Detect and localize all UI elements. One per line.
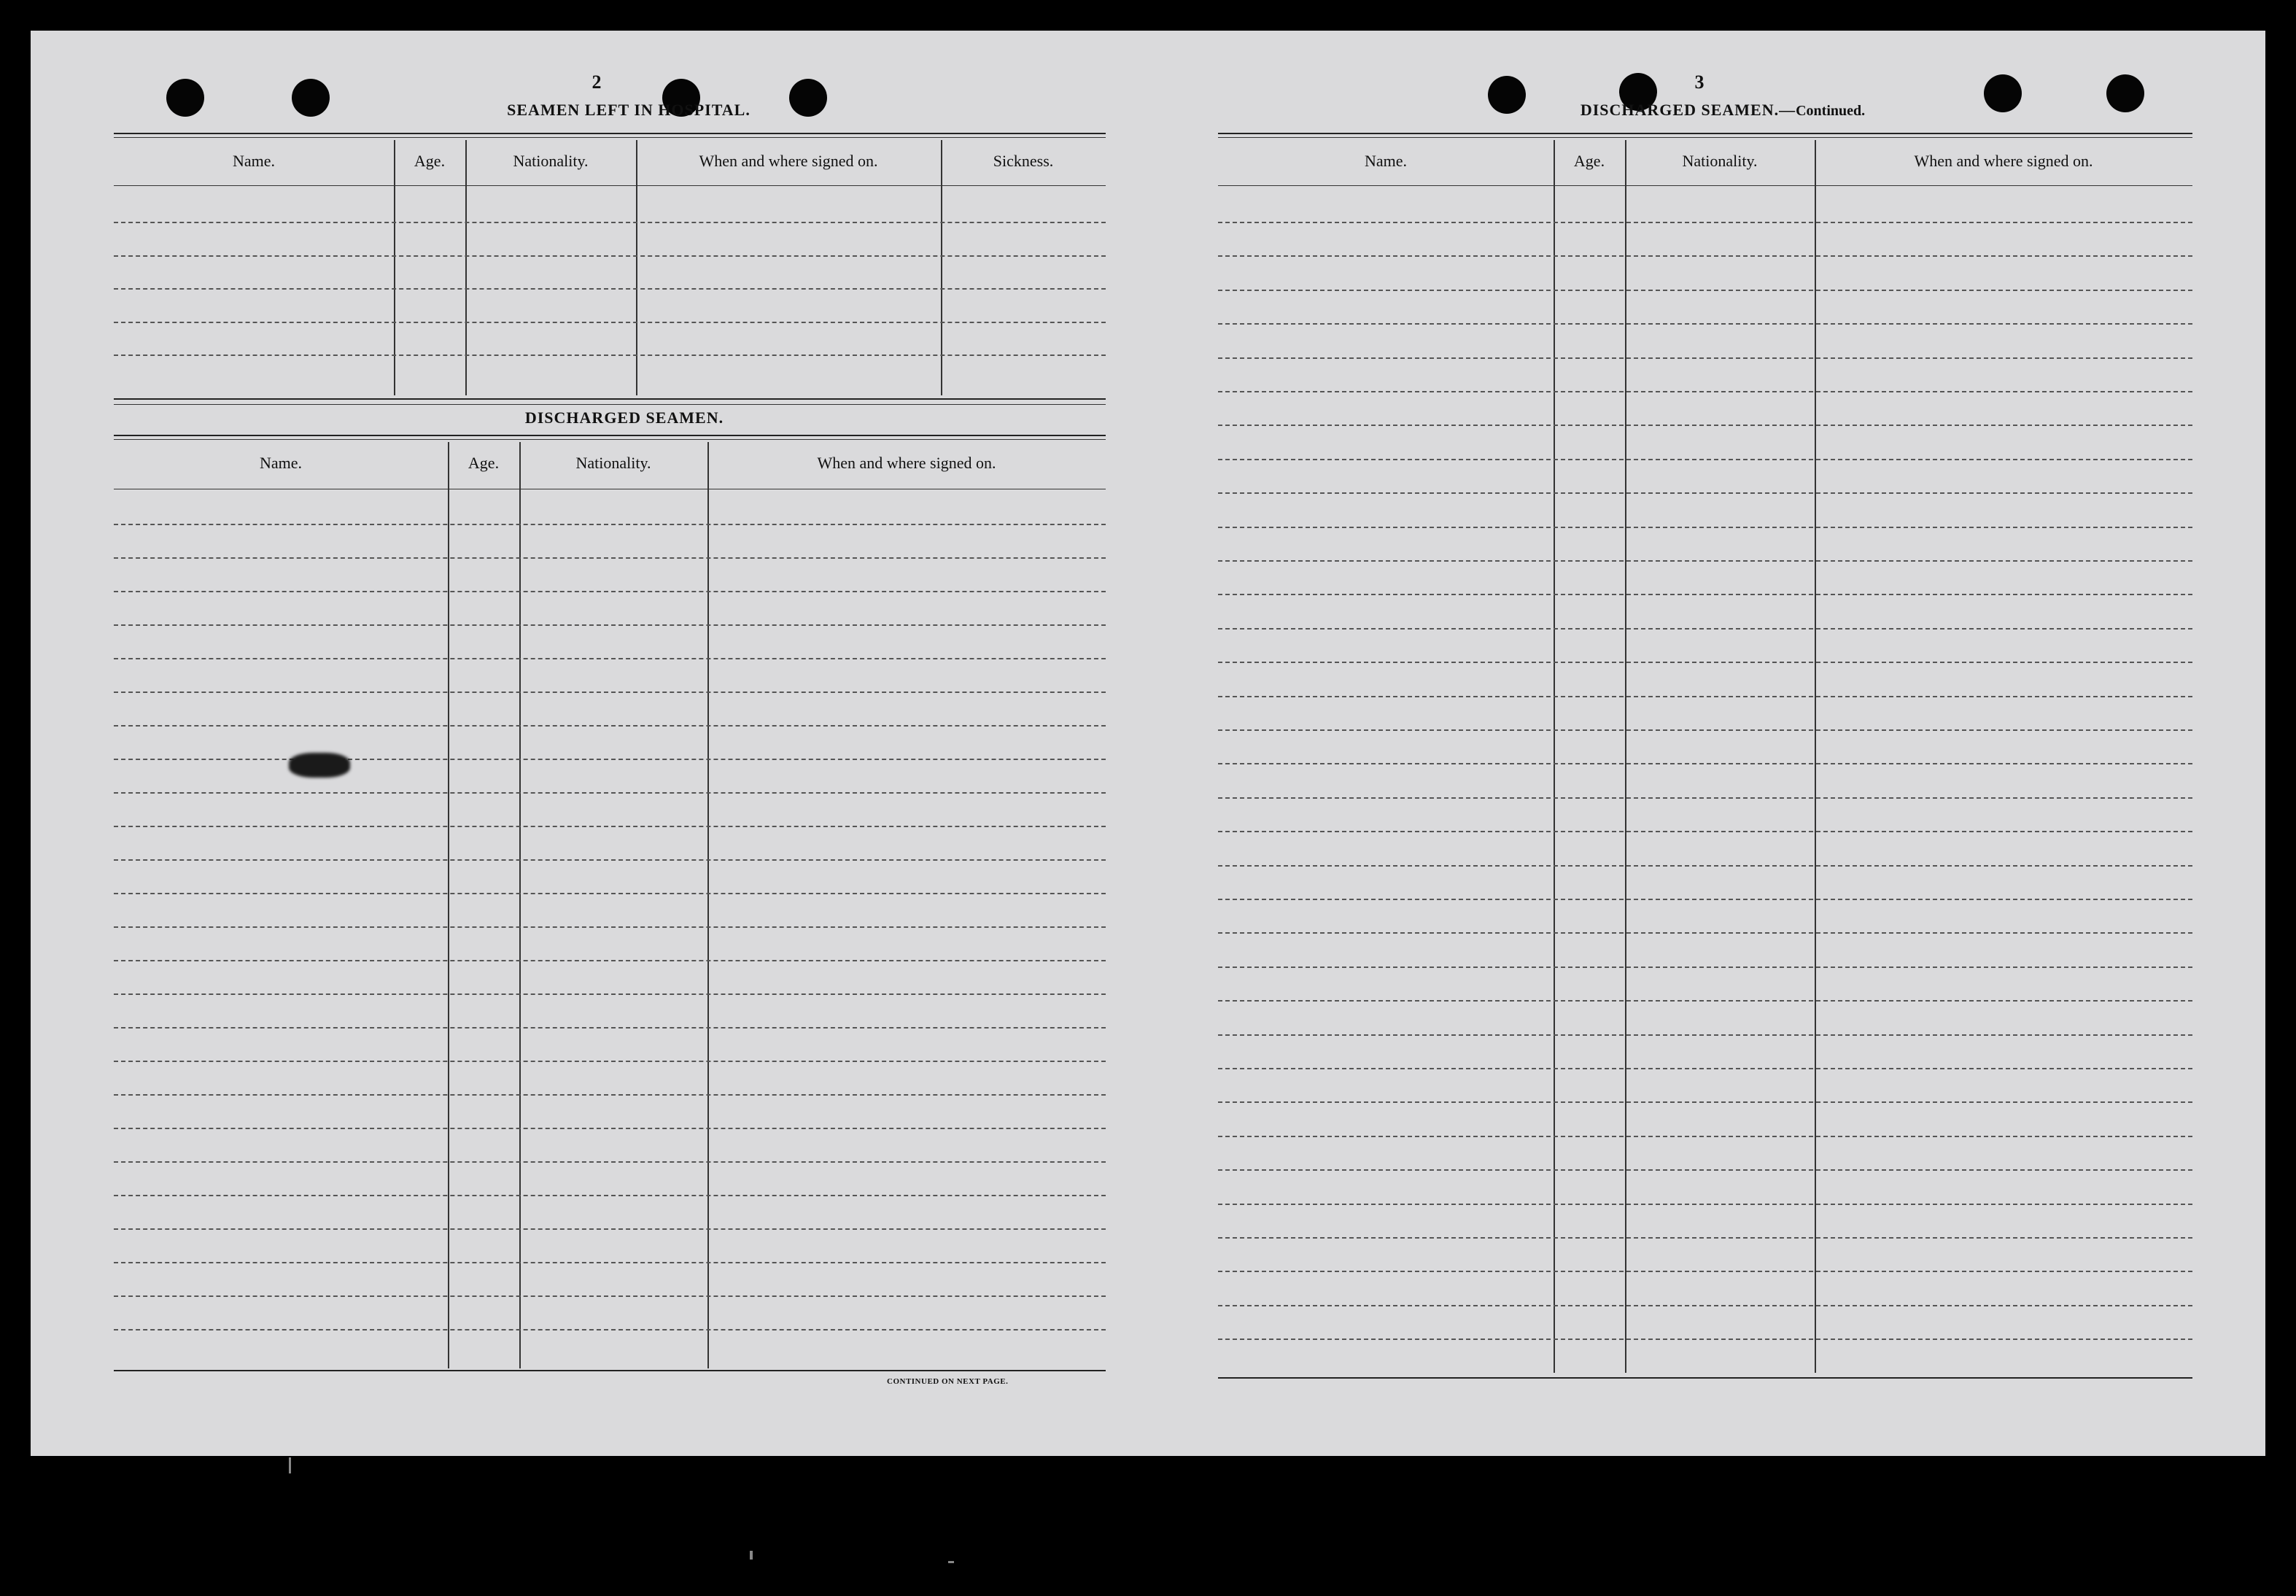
hospital-top-rule-2 [114,137,1106,138]
punch-hole-icon [2106,74,2144,112]
discharged-col-name: Name. [259,454,303,472]
ruled-line [1218,594,2192,595]
ruled-line [1218,492,2192,494]
ruled-line [114,792,1106,794]
discharged-top-rule [114,435,1106,436]
hospital-section-title: SEAMEN LEFT IN HOSPITAL. [507,101,751,119]
hospital-vline [465,140,467,395]
ruled-line [1218,357,2192,359]
punch-hole-icon [166,79,204,117]
ruled-line [114,1329,1106,1330]
right-vline [1554,140,1555,1373]
ruled-line [1218,628,2192,630]
ruled-line [1218,1000,2192,1002]
ruled-line [114,993,1106,995]
right-top-rule [1218,133,2192,134]
ruled-line [114,826,1106,827]
ruled-line [1218,662,2192,663]
ruled-line [1218,391,2192,392]
ruled-line [1218,1169,2192,1171]
ruled-line [1218,255,2192,257]
ruled-line [114,288,1106,290]
ruled-line [1218,527,2192,528]
hospital-col-nationality: Nationality. [513,152,589,170]
ruled-line [114,255,1106,257]
hospital-bottom-rule-2 [114,404,1106,405]
discharged-col-age: Age. [468,454,500,472]
form-sheet [31,31,2265,1456]
ruled-line [114,557,1106,559]
discharged-continued-title [1504,101,1942,120]
ruled-line [114,960,1106,961]
discharged-continued-title-main: DISCHARGED SEAMEN.— [1580,101,1796,119]
ruled-line [114,859,1106,861]
hospital-col-sickness: Sickness. [993,152,1054,170]
ruled-line [114,692,1106,693]
ruled-line [114,658,1106,659]
continued-note: CONTINUED ON NEXT PAGE. [887,1377,1009,1386]
ruled-line [1218,729,2192,731]
ruled-line [1218,560,2192,562]
ruled-line [1218,222,2192,223]
ruled-line [114,1228,1106,1230]
ruled-line [1218,1034,2192,1036]
hospital-col-name: Name. [232,152,276,170]
ruled-line [114,1061,1106,1062]
right-col-nationality: Nationality. [1682,152,1758,170]
ruled-line [1218,323,2192,325]
hospital-vline [394,140,395,395]
ruled-line [1218,1271,2192,1272]
ruled-line [1218,290,2192,291]
right-col-name: Name. [1364,152,1408,170]
hospital-top-rule [114,133,1106,134]
ruled-line [1218,696,2192,697]
ruled-line [114,1027,1106,1029]
right-header-rule [1218,185,2192,186]
ruled-line [1218,763,2192,764]
ruled-line [114,355,1106,356]
ruled-line [1218,865,2192,867]
right-vline [1625,140,1626,1373]
ruled-line [114,759,1106,760]
ruled-line [1218,1305,2192,1306]
hospital-bottom-rule [114,398,1106,400]
page-number-right: 3 [1694,71,1704,93]
ruled-line [114,524,1106,525]
ruled-line [1218,1237,2192,1239]
discharged-continued-title-cont: Continued. [1796,103,1866,119]
ruled-line [114,1094,1106,1096]
scan-mark [750,1551,753,1560]
ruled-line [114,591,1106,592]
ruled-line [114,1195,1106,1196]
ruled-line [114,1295,1106,1297]
right-bottom-rule [1218,1377,2192,1379]
ruled-line [114,1262,1106,1263]
ruled-line [1218,1068,2192,1069]
ruled-line [1218,1101,2192,1103]
discharged-top-rule-2 [114,439,1106,440]
ruled-line [1218,831,2192,832]
ruled-line [1218,1204,2192,1205]
punch-hole-icon [292,79,330,117]
hospital-col-signed-on: When and where signed on. [699,152,878,170]
right-col-age: Age. [1573,152,1605,170]
page-number-left: 2 [592,71,602,93]
ruled-line [1218,1339,2192,1340]
punch-hole-icon [1984,74,2022,112]
ruled-line [1218,459,2192,460]
ink-smudge [289,753,350,778]
discharged-section-title: DISCHARGED SEAMEN. [524,408,724,427]
hospital-col-age: Age. [414,152,446,170]
discharged-col-signed-on: When and where signed on. [817,454,996,472]
hospital-vline [636,140,637,395]
ruled-line [1218,1136,2192,1137]
right-col-signed-on: When and where signed on. [1914,152,2093,170]
ruled-line [114,322,1106,323]
ruled-line [1218,425,2192,426]
ruled-line [1218,932,2192,934]
right-vline [1815,140,1816,1373]
hospital-header-rule [114,185,1106,186]
scan-mark [948,1561,954,1563]
right-top-rule-2 [1218,137,2192,138]
ruled-line [114,1161,1106,1163]
ruled-line [114,1128,1106,1129]
scan-mark [289,1457,291,1473]
ruled-line [114,222,1106,223]
ruled-line [114,725,1106,727]
ruled-line [114,624,1106,626]
ruled-line [1218,797,2192,799]
hospital-vline [941,140,942,395]
ruled-line [114,926,1106,928]
ruled-line [1218,899,2192,900]
ruled-line [1218,966,2192,968]
discharged-col-nationality: Nationality. [575,454,651,472]
ruled-line [114,893,1106,894]
discharged-bottom-rule [114,1370,1106,1371]
